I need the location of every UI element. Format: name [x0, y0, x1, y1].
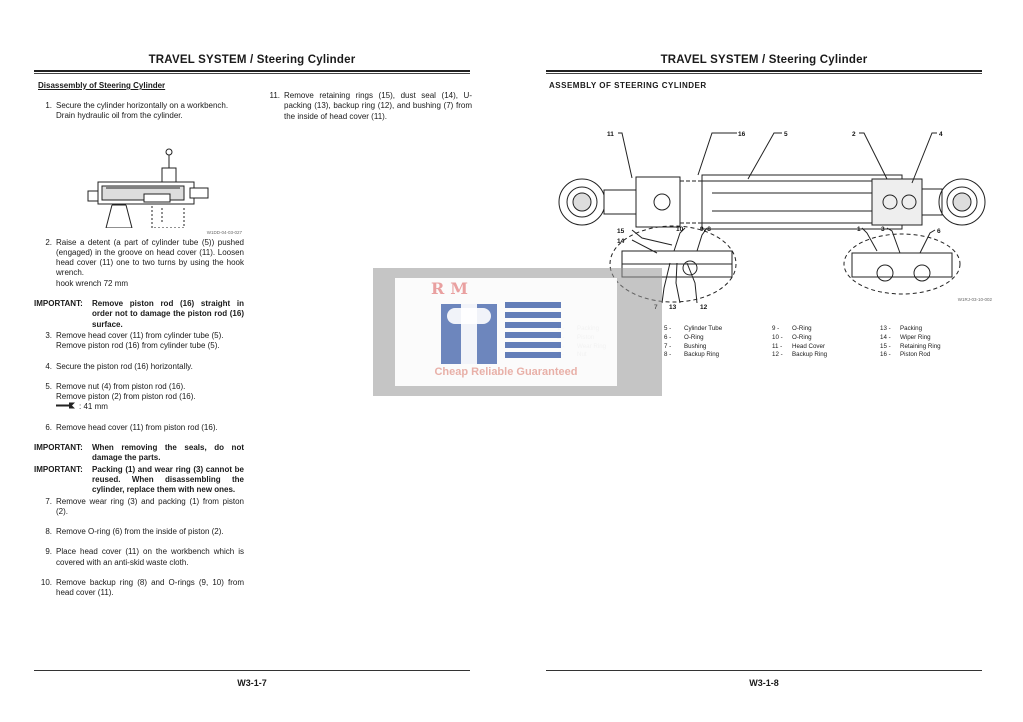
step-10: 10. Remove backup ring (8) and O-rings (9, 10) from head cover (11). [40, 578, 244, 598]
important-note-2: IMPORTANT: When removing the seals, do not damage the parts. [34, 443, 244, 463]
legend-item: 14 - Wiper Ring [880, 333, 931, 341]
header-rule-thin [546, 73, 982, 74]
header-rule-thin [34, 73, 470, 74]
step-2: 2. Raise a detent (a part of cylinder tube (5)) pushed (engaged) in the groove on head cover (11). Loosen head cover (11) one to two turns by using the hook wrench. hook wrench 72 mm [45, 237, 244, 288]
legend-item: 5 - Cylinder Tube [664, 325, 723, 332]
callout-9-8: 9, 8 [700, 226, 711, 233]
legend-item: 9 - O-Ring [772, 325, 812, 332]
legend-item: 12 - Backup Ring [772, 351, 828, 359]
legend-item: 8 - Backup Ring [664, 351, 720, 359]
callout-11: 11 [607, 131, 614, 138]
step-11: 11. Remove retaining rings (15), dust seal (14), U-packing (13), backup ring (12), and bushing (7) from the inside of head cover (11). [269, 91, 472, 121]
legend-item: 6 - O-Ring [664, 333, 704, 341]
callout-15: 15 [617, 228, 625, 235]
page-header: TRAVEL SYSTEM / Steering Cylinder [148, 54, 356, 66]
step-7: 7. Remove wear ring (3) and packing (1) from piston (2). [45, 496, 244, 516]
callout-3: 3 [881, 226, 885, 233]
figure-code: W1RJ-03-10-002 [957, 297, 992, 302]
step-5: 5. Remove nut (4) from piston rod (16). Remove piston (2) from piston rod (16). : 41 mm [45, 381, 196, 412]
callout-12: 12 [700, 304, 708, 311]
parts-legend-col-3 [772, 325, 827, 360]
parts-legend-col-2 [664, 325, 722, 360]
section-title: Disassembly of Steering Cylinder [38, 81, 166, 90]
step-9: 9. Place head cover (11) on the workbench which is covered with an anti-skid waste cloth. [45, 547, 244, 567]
step-1: 1. Secure the cylinder horizontally on a workbench. Drain hydraulic oil from the cylinder. [45, 101, 229, 121]
callout-6: 6 [937, 228, 941, 235]
important-note-3: IMPORTANT: Packing (1) and wear ring (3) cannot be reused. When disassembling the cylinder, replace them with new ones. [34, 464, 244, 495]
watermark-panel [395, 278, 617, 386]
important-note-1: IMPORTANT: Remove piston rod (16) straight in order not to damage the piston rod (16) surface. [34, 299, 244, 329]
legend-item: 7 - Bushing [664, 342, 707, 350]
watermark-tagline: Cheap Reliable Guaranteed [434, 366, 578, 378]
cylinder-on-workbench-figure [34, 128, 244, 238]
figure-code: W1DD-04-03-027 [206, 229, 242, 235]
legend-item: 11 - Head Cover [772, 342, 826, 350]
step-3: 3. Remove head cover (11) from cylinder tube (5). Remove piston rod (16) from cylinder tube (5). [45, 330, 224, 351]
callout-1: 1 [857, 226, 861, 233]
callout-2: 2 [852, 131, 856, 138]
callout-16: 16 [738, 131, 746, 138]
footer-rule [34, 670, 470, 671]
step-6: 6. Remove head cover (11) from piston rod (16). [45, 422, 218, 432]
step-4: 4. Secure the piston rod (16) horizontally. [45, 361, 193, 371]
header-rule [34, 70, 470, 72]
instruction-column-1 [34, 101, 244, 609]
parts-legend-col-4 [880, 325, 941, 360]
watermark-overlay [373, 268, 662, 396]
wrench-icon [56, 402, 76, 412]
callout-5: 5 [784, 131, 788, 138]
legend-item: 10 - O-Ring [772, 333, 812, 341]
step-8: 8. Remove O-ring (6) from the inside of piston (2). [45, 527, 224, 537]
callout-13: 13 [669, 304, 677, 311]
page-number: W3-1-7 [237, 678, 267, 688]
callout-10: 10 [676, 226, 684, 233]
legend-item: 16 - Piston Rod [880, 351, 931, 359]
legend-item: 13 - Packing [880, 325, 923, 332]
legend-item: 15 - Retaining Ring [880, 342, 941, 350]
page-header: TRAVEL SYSTEM / Steering Cylinder [660, 54, 868, 66]
footer-rule [546, 670, 982, 671]
page-number: W3-1-8 [749, 678, 779, 688]
section-title: ASSEMBLY OF STEERING CYLINDER [549, 81, 707, 90]
callout-4: 4 [939, 131, 943, 138]
watermark-logo-text: RM [431, 279, 475, 298]
instruction-column-2 [262, 91, 472, 132]
callout-14: 14 [617, 238, 625, 245]
wrench-logo-icon [441, 298, 581, 371]
header-rule [546, 70, 982, 72]
